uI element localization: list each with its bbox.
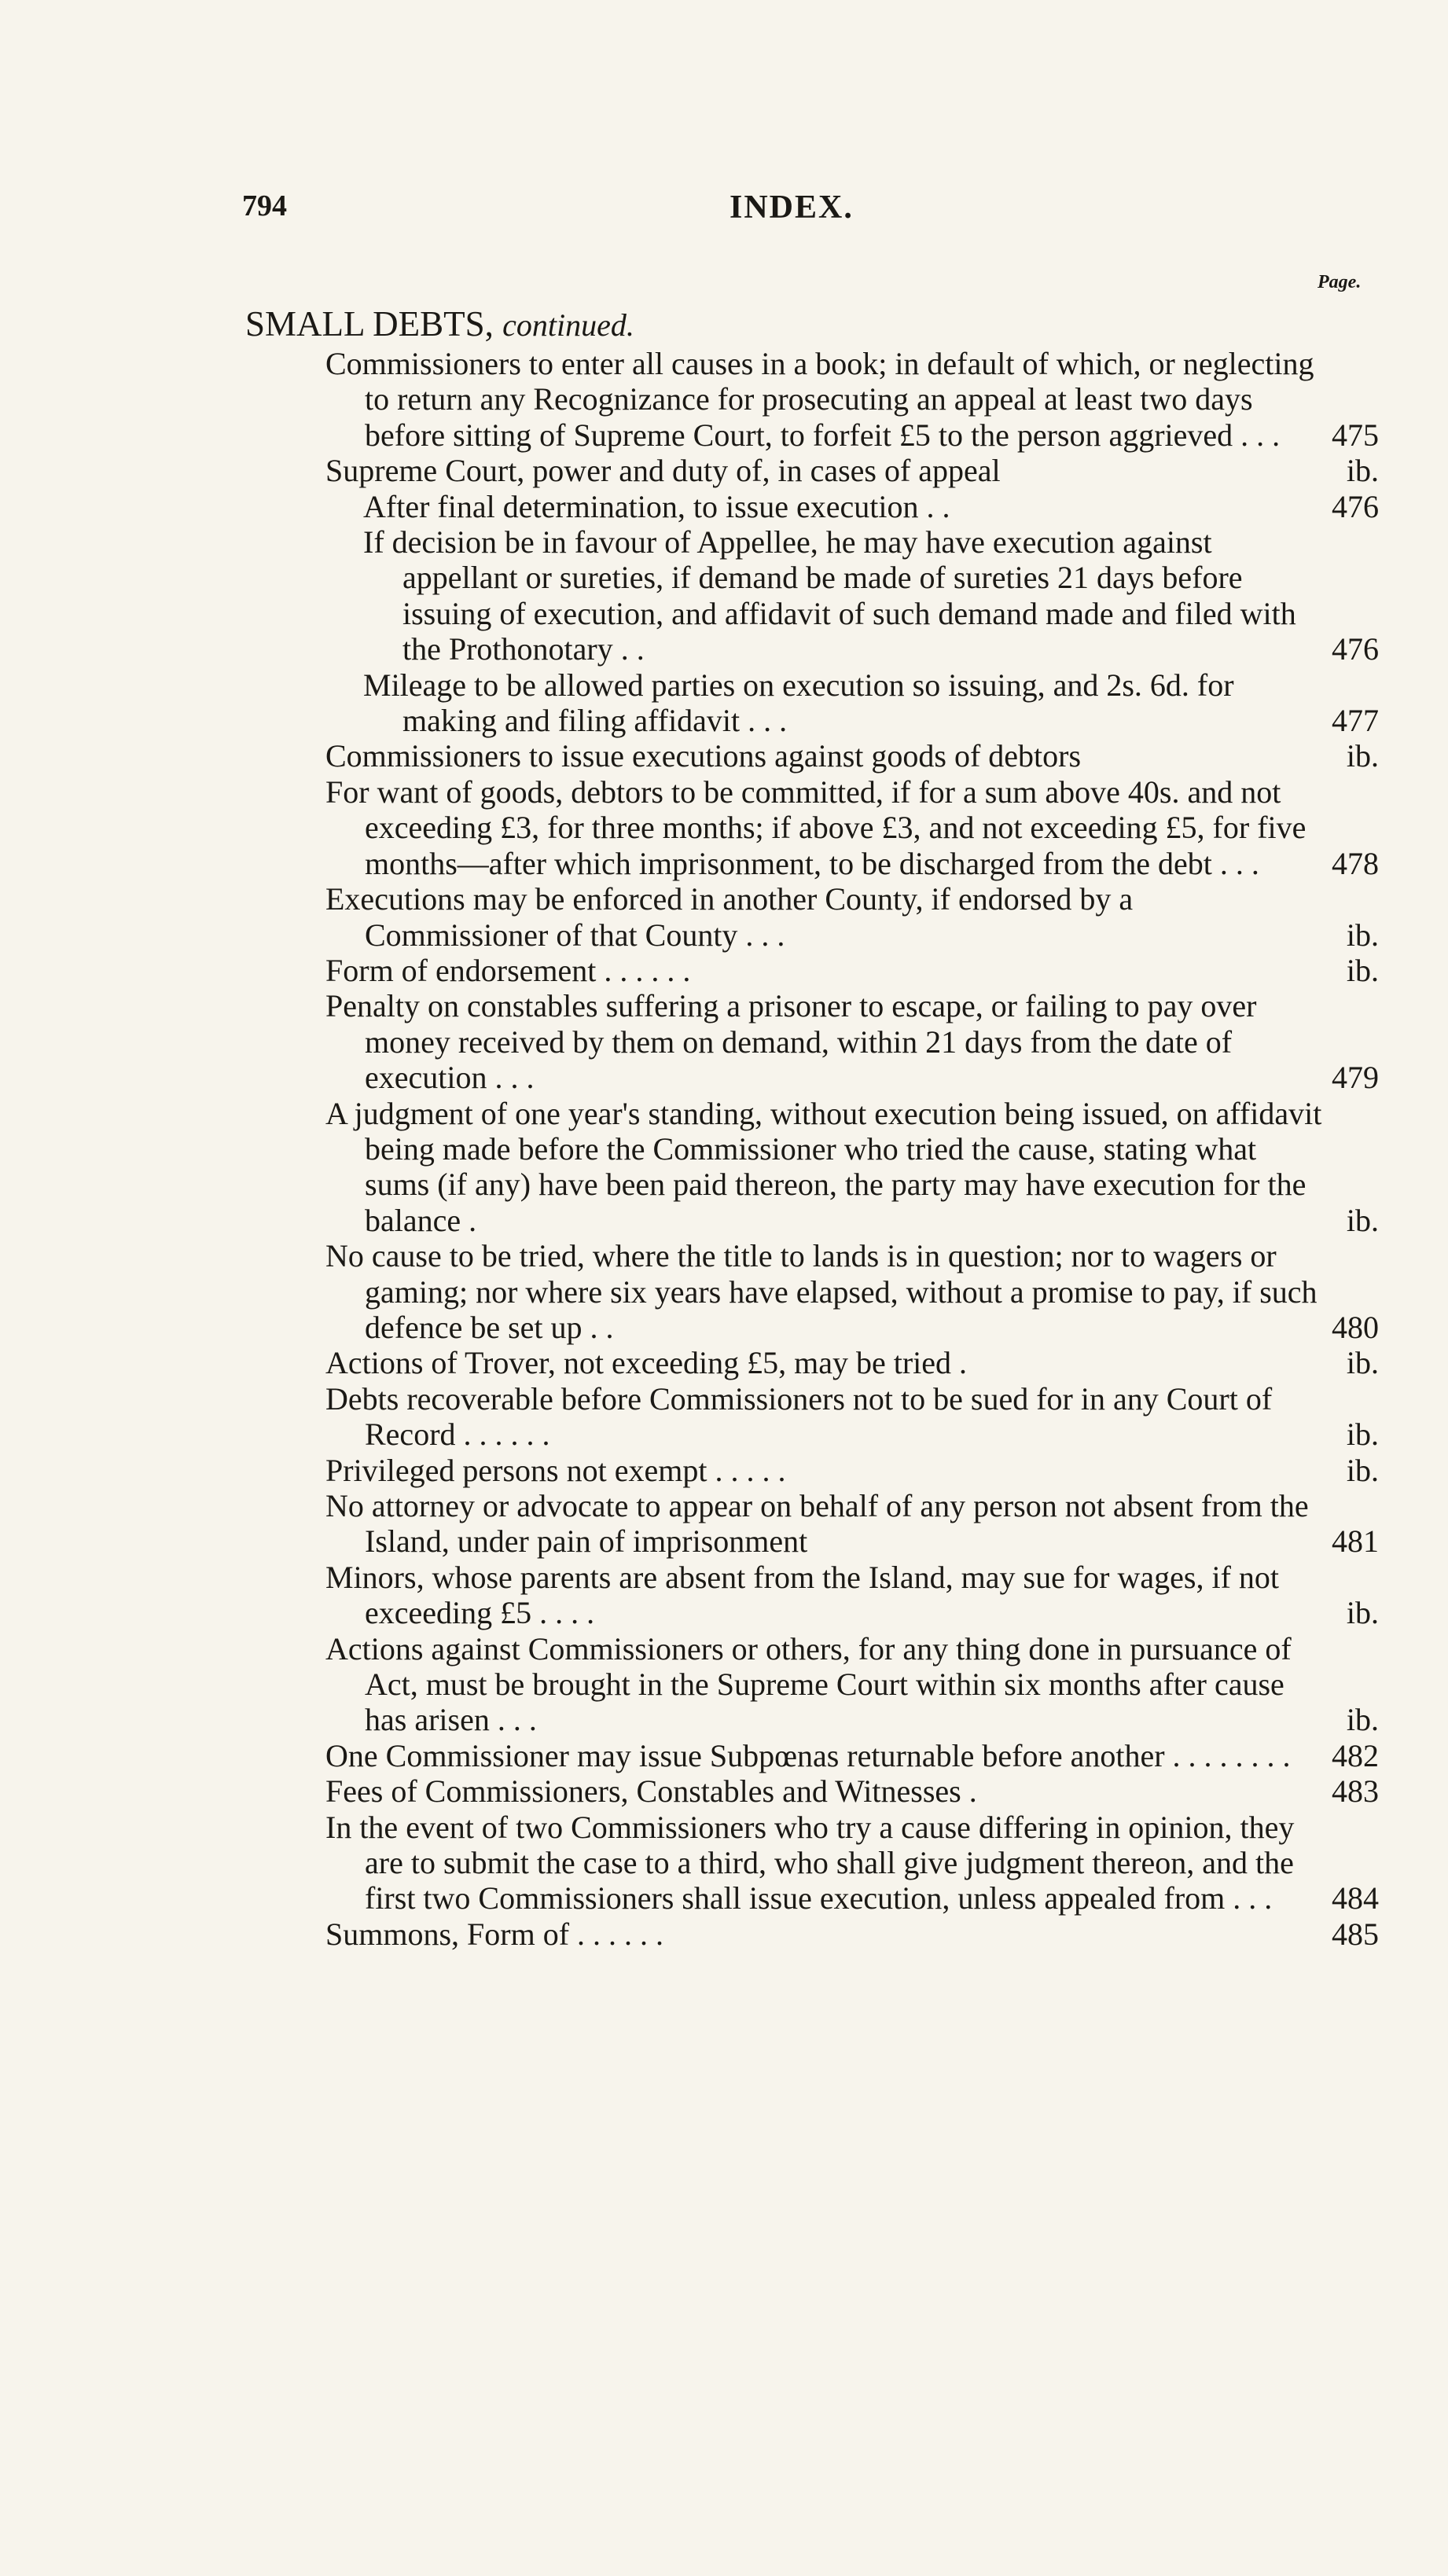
entry-text: Fees of Commissioners, Constables and Witnesses . bbox=[325, 1773, 977, 1810]
page-column-label: Page. bbox=[1318, 272, 1362, 292]
index-subentry bbox=[0, 667, 1448, 739]
entry-text: Executions may be enforced in another County, if endorsed by a Commissioner of that County . . . bbox=[325, 881, 1134, 953]
entry-page-ref: 479 bbox=[1332, 1060, 1379, 1096]
entry-page-ref: 475 bbox=[1332, 417, 1379, 453]
index-entry bbox=[0, 1560, 1448, 1631]
entry-text: Actions of Trover, not exceeding £5, may be tried . bbox=[325, 1345, 968, 1381]
index-entry bbox=[0, 346, 1448, 453]
entry-text: No cause to be tried, where the title to lands is in question; nor to wagers or gaming; nor where six years have elapsed, without a promise to pay, if such defence be set up . . bbox=[325, 1238, 1318, 1345]
entry-page-ref: 484 bbox=[1332, 1880, 1379, 1916]
running-head: INDEX. bbox=[730, 189, 854, 226]
entry-text: Actions against Commissioners or others, for any thing done in pursuance of Act, must be brought in the Supreme Court within six months after cause has arisen . . . bbox=[325, 1630, 1292, 1738]
entry-page-ref: ib. bbox=[1346, 917, 1379, 953]
entry-text: Form of endorsement . . . . . . bbox=[325, 952, 691, 988]
entry-text: After final determination, to issue execution . . bbox=[363, 488, 950, 524]
index-entry bbox=[0, 1345, 1448, 1380]
index-entry bbox=[0, 1238, 1448, 1345]
index-entry bbox=[0, 1453, 1448, 1488]
entry-page-ref: 476 bbox=[1332, 488, 1379, 524]
entry-text: Supreme Court, power and duty of, in cases of appeal bbox=[325, 453, 1001, 489]
index-entry bbox=[0, 988, 1448, 1095]
section-title: SMALL DEBTS, bbox=[245, 304, 494, 344]
entry-page-ref: ib. bbox=[1346, 1345, 1379, 1381]
entry-page-ref: ib. bbox=[1346, 1452, 1379, 1488]
entry-page-ref: ib. bbox=[1346, 1702, 1379, 1738]
entry-text: Summons, Form of . . . . . . bbox=[325, 1916, 664, 1952]
entry-page-ref: 485 bbox=[1332, 1916, 1379, 1952]
entry-text: No attorney or advocate to appear on behalf of any person not absent from the Island, under pain of imprisonment bbox=[325, 1488, 1309, 1560]
entry-text: Penalty on constables suffering a prisoner to escape, or failing to pay over money received by them on demand, within 21 days from the date of execution . . . bbox=[325, 988, 1257, 1096]
entry-text: In the event of two Commissioners who try a cause differing in opinion, they are to submit the case to a third, who shall give judgment thereon, and the first two Commissioners shall issue execution, unless appealed from . . . bbox=[325, 1809, 1295, 1916]
section-continued: continued. bbox=[502, 307, 634, 343]
index-entry bbox=[0, 1096, 1448, 1239]
index-entries bbox=[0, 346, 1448, 1952]
entry-page-ref: ib. bbox=[1346, 1202, 1379, 1238]
page-number: 794 bbox=[242, 189, 287, 222]
entry-page-ref: 478 bbox=[1332, 845, 1379, 881]
index-entry bbox=[0, 881, 1448, 953]
index-entry bbox=[0, 1488, 1448, 1560]
entry-page-ref: ib. bbox=[1346, 952, 1379, 988]
entry-page-ref: 481 bbox=[1332, 1523, 1379, 1560]
index-entry bbox=[0, 1810, 1448, 1916]
entry-page-ref: 477 bbox=[1332, 703, 1379, 739]
index-subentry bbox=[0, 524, 1448, 667]
entry-text: If decision be in favour of Appellee, he may have execution against appellant or sureties, if demand be made of sureties 21 days before issuing of execution, and affidavit of such demand made and filed with the Prothonotary . . bbox=[363, 524, 1296, 667]
entry-page-ref: 482 bbox=[1332, 1737, 1379, 1773]
index-entry bbox=[0, 774, 1448, 881]
entry-text: For want of goods, debtors to be committed, if for a sum above 40s. and not exceeding £3, for three months; if above £3, and not exceeding £5, for five months—after which imprisonment, to be discharged from the debt . . . bbox=[325, 774, 1307, 881]
entry-page-ref: ib. bbox=[1346, 738, 1379, 774]
entry-text: A judgment of one year's standing, without execution being issued, on affidavit being made before the Commissioner who tried the cause, stating what sums (if any) have been paid thereon, the party may have execution for the balance . bbox=[325, 1095, 1322, 1238]
index-entry bbox=[0, 1738, 1448, 1773]
index-entry bbox=[0, 1773, 1448, 1809]
index-entry bbox=[0, 953, 1448, 988]
entry-page-ref: ib. bbox=[1346, 1417, 1379, 1453]
entry-page-ref: 476 bbox=[1332, 631, 1379, 667]
entry-text: Commissioners to enter all causes in a book; in default of which, or neglecting to return any Recognizance for prosecuting an appeal at least two days before sitting of Supreme Court, to forfeit £5 to the person aggrieved . . . bbox=[325, 346, 1314, 453]
index-entry bbox=[0, 453, 1448, 488]
entry-page-ref: ib. bbox=[1346, 1595, 1379, 1631]
entry-text: Debts recoverable before Commissioners not to be sued for in any Court of Record . . . . . . bbox=[325, 1380, 1273, 1453]
entry-text: Commissioners to issue executions against goods of debtors bbox=[325, 738, 1082, 774]
index-entry bbox=[0, 1381, 1448, 1453]
entry-page-ref: ib. bbox=[1346, 453, 1379, 489]
index-entry bbox=[0, 1631, 1448, 1738]
entry-text: Mileage to be allowed parties on execution so issuing, and 2s. 6d. for making and filing affidavit . . . bbox=[363, 667, 1234, 739]
entry-text: Privileged persons not exempt . . . . . bbox=[325, 1452, 786, 1488]
index-subentry bbox=[0, 489, 1448, 524]
entry-text: Minors, whose parents are absent from the Island, may sue for wages, if not exceeding £5 . . . . bbox=[325, 1559, 1280, 1631]
index-entry bbox=[0, 738, 1448, 774]
entry-page-ref: 483 bbox=[1332, 1773, 1379, 1810]
entry-page-ref: 480 bbox=[1332, 1309, 1379, 1345]
entry-text: One Commissioner may issue Subpœnas returnable before another . . . . . . . . bbox=[325, 1737, 1291, 1773]
index-entry bbox=[0, 1916, 1448, 1952]
section-heading bbox=[245, 303, 634, 344]
